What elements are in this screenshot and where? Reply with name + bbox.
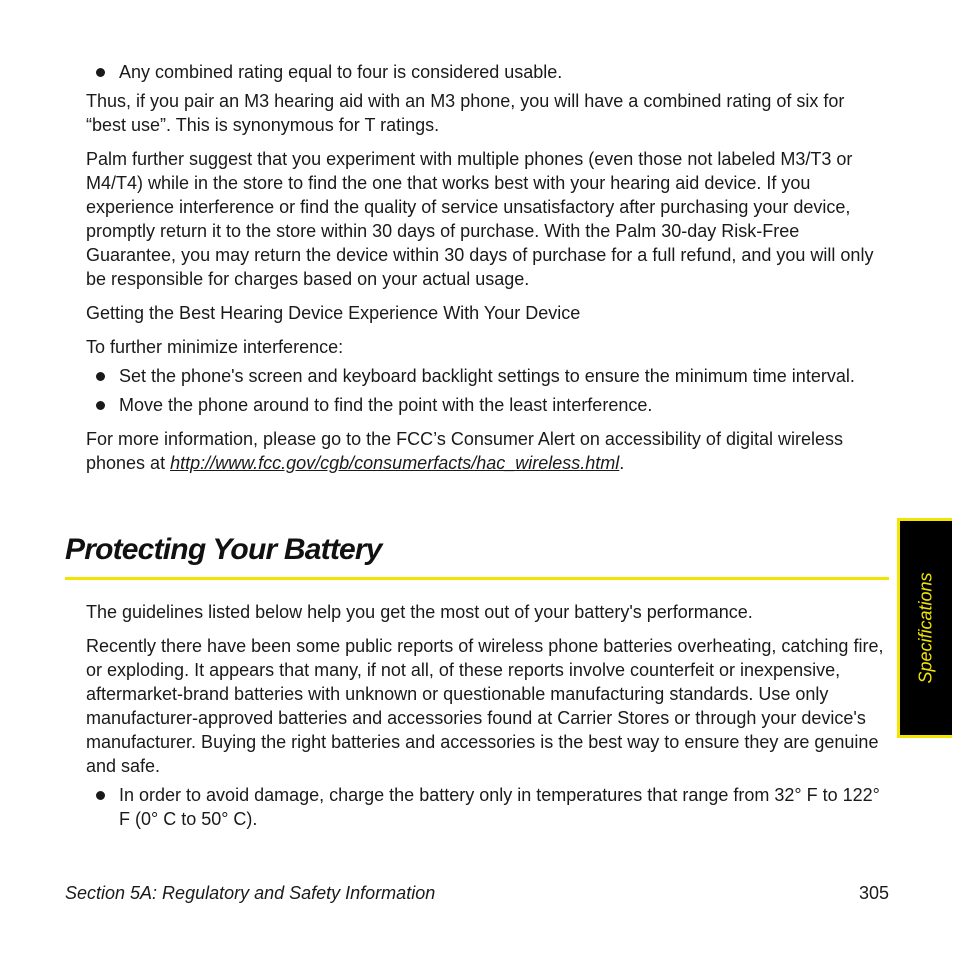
paragraph: Palm further suggest that you experiment with multiple phones (even those not labeled M3/T3 or M4/T4) while in the store to find the one that works best with your hearing aid device. If you experience interference or find the quality of service unsatisfactory after purchasing your device, promptly return it to the store within 30 days of purchase. With the Palm 30-day Risk-Free Guarantee, you may return the device within 30 days of purchase for a full refund, and you will only be responsible for charges based on your actual usage. [86,149,874,289]
list-item [86,393,886,417]
paragraph: Recently there have been some public reports of wireless phone batteries overheating, catching fire, or exploding. It appears that many, if not all, of these reports involve counterfeit or inexpensive, aftermarket-brand batteries with unknown or questionable manufacturing standards. Use only manufacturer-approved batteries and accessories found at Carrier Stores or through your device's manufacturer. Buying the right batteries and accessories is the best way to ensure they are genuine and safe. [86,636,884,776]
list-item-text: In order to avoid damage, charge the battery only in temperatures that range from 32° F to 122° F (0° C to 50° C). [119,785,880,829]
list-item-text: Move the phone around to find the point with the least interference. [119,395,653,415]
section-heading-block [65,530,889,580]
paragraph [86,427,886,475]
subheading: Getting the Best Hearing Device Experience With Your Device [86,303,581,323]
paragraph: Thus, if you pair an M3 hearing aid with an M3 phone, you will have a combined rating of six for “best use”. This is synonymous for T ratings. [86,91,845,135]
side-tab-label: Specifications [915,572,936,684]
paragraph: To further minimize interference: [86,337,344,357]
list-item [86,364,886,388]
paragraph-text: For more information, please go to the FCC’s Consumer Alert on accessibility of digital wireless phones at [86,429,843,473]
bullet-icon [96,401,105,410]
bullet-icon [96,791,105,800]
section-heading: Protecting Your Battery [65,533,382,566]
list-item-text: Any combined rating equal to four is considered usable. [119,62,563,82]
bullet-icon [96,68,105,77]
body-section-battery [86,600,886,836]
paragraph-text: . [619,453,625,473]
page-number: 305 [858,883,889,903]
bullet-icon [96,372,105,381]
list-item [86,60,886,84]
page-footer [65,881,889,905]
list-item-text: Set the phone's screen and keyboard backlight settings to ensure the minimum time interval. [119,366,855,386]
side-tab-specifications[interactable] [897,518,952,738]
footer-section-title: Section 5A: Regulatory and Safety Information [65,883,436,903]
body-section-hearing [86,60,886,485]
fcc-link[interactable]: http://www.fcc.gov/cgb/consumerfacts/hac_wireless.html [170,453,620,473]
list-item [86,783,886,831]
paragraph: The guidelines listed below help you get the most out of your battery's performance. [86,602,753,622]
